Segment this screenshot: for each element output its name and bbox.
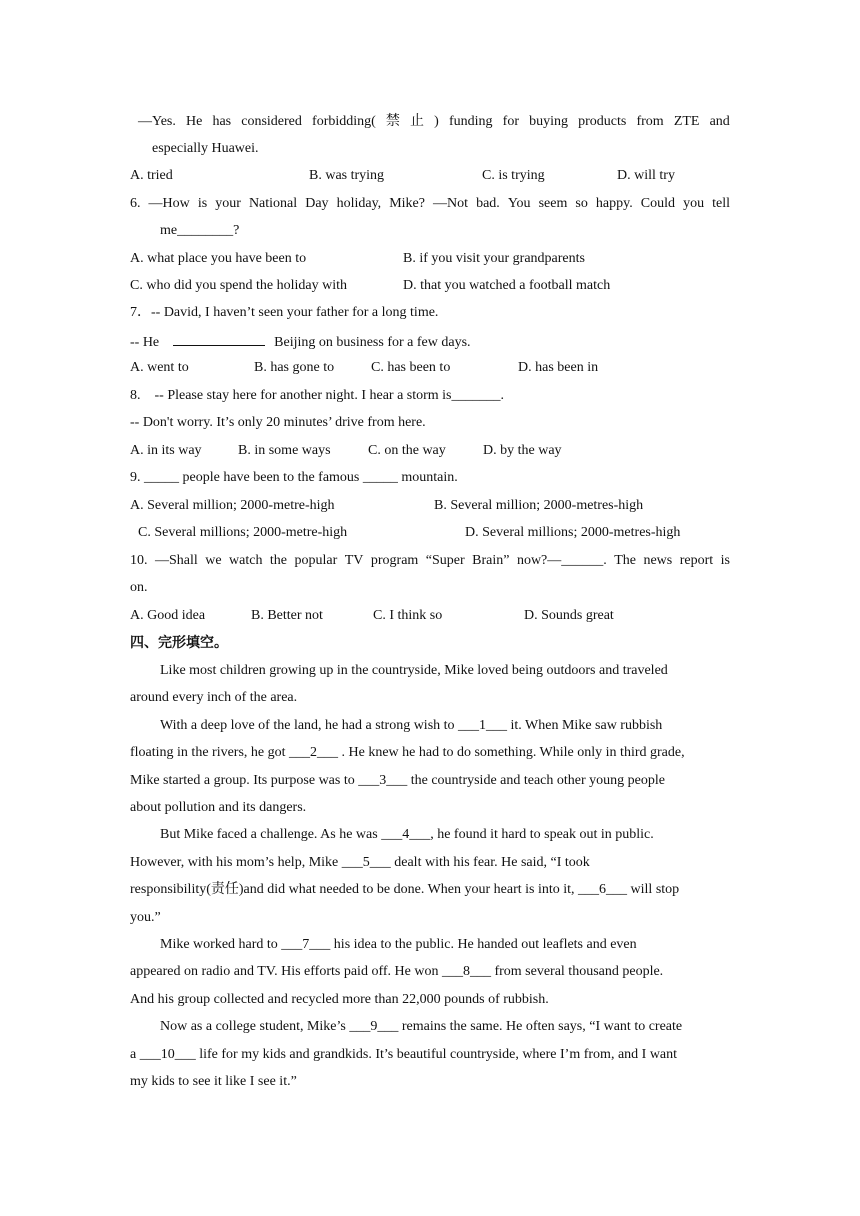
passage-line-11: Mike worked hard to ___7___ his idea to the public. He handed out leaflets and even: [160, 937, 637, 952]
section-4-heading: 四、完形填空。: [130, 635, 228, 651]
q7-line-2-prefix: -- He: [130, 335, 160, 350]
q6-line-2: me________?: [160, 223, 240, 238]
q6-option-a: A. what place you have been to: [130, 251, 307, 266]
q9-line-1: 9. _____ people have been to the famous _____ mountain.: [130, 470, 458, 485]
word: 禁: [385, 114, 400, 129]
q6-option-d: D. that you watched a football match: [403, 278, 611, 293]
passage-line-8: However, with his mom’s help, Mike ___5___ dealt with his fear. He said, “I took: [130, 855, 590, 870]
word: 10.: [130, 553, 148, 568]
word: watch: [229, 553, 263, 568]
q10-line-1: [130, 552, 730, 570]
word: holiday,: [336, 196, 382, 211]
passage-line-16: my kids to see it like I see it.”: [130, 1074, 297, 1089]
q5-option-a: A. tried: [130, 168, 173, 183]
word: news: [643, 553, 673, 568]
q10-line-2: on.: [130, 580, 148, 595]
q7-line-1: 7．-- David, I haven’t seen your father for a long time.: [130, 305, 439, 320]
q9-option-a: A. Several million; 2000-metre-high: [130, 498, 335, 513]
word: program: [370, 553, 419, 568]
q7-option-c: C. has been to: [371, 360, 451, 375]
q5-line-1: [138, 113, 730, 131]
word: ): [434, 114, 439, 129]
passage-line-4: floating in the rivers, he got ___2___ . He knew he had to do something. While only in third grade,: [130, 745, 685, 760]
word: 6.: [130, 196, 141, 211]
word: popular: [294, 553, 338, 568]
word: is: [720, 553, 730, 568]
word: You: [507, 196, 531, 211]
passage-line-12: appeared on radio and TV. His efforts paid off. He won ___8___ from several thousand people.: [130, 964, 664, 979]
word: Brain”: [472, 553, 510, 568]
word: —Yes.: [138, 114, 176, 129]
word: 止: [410, 114, 425, 129]
word: from: [636, 114, 664, 129]
q6-option-b: B. if you visit your grandparents: [403, 251, 585, 266]
word: seem: [538, 196, 568, 211]
q5-option-b: B. was trying: [309, 168, 385, 183]
passage-line-3: With a deep love of the land, he had a strong wish to ___1___ it. When Mike saw rubbish: [160, 718, 663, 733]
q10-option-a: A. Good idea: [130, 608, 206, 623]
q7-option-a: A. went to: [130, 360, 189, 375]
passage-line-15: a ___10___ life for my kids and grandkids. It’s beautiful countryside, where I’m from, and I want: [130, 1047, 678, 1062]
word: you: [683, 196, 705, 211]
passage-line-2: around every inch of the area.: [130, 690, 298, 705]
q9-option-d: D. Several millions; 2000-metres-high: [465, 525, 681, 540]
word: The: [614, 553, 636, 568]
word: considered: [241, 114, 302, 129]
q10-option-c: C. I think so: [373, 608, 443, 623]
q8-line-2: -- Don't worry. It’s only 20 minutes’ drive from here.: [130, 415, 426, 430]
word: ZTE: [673, 114, 700, 129]
word: we: [205, 553, 222, 568]
word: bad.: [476, 196, 500, 211]
q9-option-c: C. Several millions; 2000-metre-high: [138, 525, 348, 540]
word: has: [212, 114, 232, 129]
word: Day: [305, 196, 329, 211]
q5-option-c: C. is trying: [482, 168, 545, 183]
word: the: [269, 553, 288, 568]
q10-option-d: D. Sounds great: [524, 608, 614, 623]
passage-line-7: But Mike faced a challenge. As he was ___4___, he found it hard to speak out in public.: [160, 827, 654, 842]
word: Could: [640, 196, 676, 211]
word: National: [248, 196, 298, 211]
passage-line-14: Now as a college student, Mike’s ___9___ remains the same. He often says, “I want to create: [160, 1019, 683, 1034]
word: —How: [148, 196, 190, 211]
passage-line-5: Mike started a group. Its purpose was to ___3___ the countryside and teach other young people: [130, 773, 665, 788]
passage-line-10: you.”: [130, 910, 161, 925]
q9-option-b: B. Several million; 2000-metres-high: [434, 498, 644, 513]
q10-option-b: B. Better not: [251, 608, 323, 623]
word: He: [186, 114, 203, 129]
word: for: [502, 114, 519, 129]
q6-line-1: [130, 195, 730, 213]
word: forbidding(: [312, 114, 376, 129]
word: TV: [344, 553, 364, 568]
q7-line-2-suffix: Beijing on business for a few days.: [274, 335, 471, 350]
passage-line-9: responsibility(责任)and did what needed to be done. When your heart is into it, ___6___ will stop: [130, 882, 680, 897]
q5-line-2: especially Huawei.: [152, 141, 259, 156]
q8-option-c: C. on the way: [368, 443, 446, 458]
word: happy.: [595, 196, 633, 211]
passage-line-6: about pollution and its dangers.: [130, 800, 307, 815]
word: products: [578, 114, 627, 129]
q7-option-b: B. has gone to: [254, 360, 335, 375]
word: —Not: [433, 196, 469, 211]
word: your: [215, 196, 241, 211]
word: so: [575, 196, 588, 211]
word: —Shall: [154, 553, 198, 568]
q5-option-d: D. will try: [617, 168, 675, 183]
word: report: [679, 553, 714, 568]
passage-line-13: And his group collected and recycled more than 22,000 pounds of rubbish.: [130, 992, 549, 1007]
q8-option-d: D. by the way: [483, 443, 562, 458]
word: is: [197, 196, 208, 211]
word: buying: [529, 114, 568, 129]
q7-line-2: [130, 332, 471, 352]
word: now?—______.: [516, 553, 607, 568]
word: tell: [712, 196, 730, 211]
word: and: [709, 114, 730, 129]
word: funding: [448, 114, 493, 129]
q7-answer-blank: [173, 332, 265, 346]
word: “Super: [425, 553, 465, 568]
word: Mike?: [389, 196, 425, 211]
q8-line-1: 8. -- Please stay here for another night. I hear a storm is_______.: [130, 388, 505, 403]
q6-option-c: C. who did you spend the holiday with: [130, 278, 347, 293]
q7-option-d: D. has been in: [518, 360, 599, 375]
passage-line-1: Like most children growing up in the countryside, Mike loved being outdoors and traveled: [160, 663, 668, 678]
q8-option-b: B. in some ways: [238, 443, 331, 458]
q8-option-a: A. in its way: [130, 443, 202, 458]
